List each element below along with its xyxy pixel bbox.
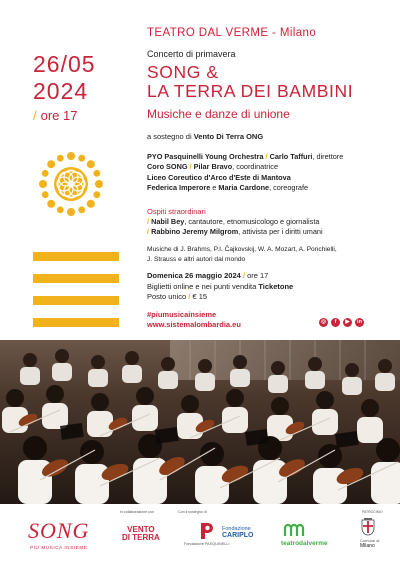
- title-line-2: LA TERRA DEI BAMBINI: [147, 81, 354, 101]
- guests-block: [147, 217, 323, 238]
- comune-label-1: Comune di: [360, 538, 380, 543]
- vento-di-terra-logo: VENTO DI TERRA: [122, 525, 160, 542]
- cariplo-logo: Fondazione CARIPLO: [222, 526, 254, 539]
- concert-subtitle: Concerto di primavera: [147, 49, 236, 59]
- song-logo: SONG: [28, 518, 90, 543]
- credit-line: PYO Pasquinelli Young Orchestra / Carlo Taffuri, direttore: [147, 152, 344, 161]
- yellow-bar: [33, 274, 119, 283]
- support-label: Con il sostegno di: [178, 510, 207, 514]
- guest-line: / Rabbino Jeremy Milgrom, attivista per i diritti umani: [147, 227, 323, 237]
- event-title: [147, 63, 353, 101]
- event-date: 26/05: [33, 51, 96, 77]
- pasquinelli-label: Fondazione PASQUINELLI: [184, 542, 230, 546]
- price-line: Posto unico / € 15: [147, 292, 208, 302]
- hashtag-link[interactable]: #piumusicainsieme: [147, 310, 217, 319]
- support-line: a sostegno di Vento Di Terra ONG: [147, 132, 264, 141]
- time-text: ore 17: [40, 108, 78, 123]
- time-slash: /: [33, 108, 37, 123]
- event-year: 2024: [33, 78, 89, 104]
- website-link[interactable]: www.sistemalombardia.eu: [147, 320, 241, 329]
- comune-label-2: Milano: [360, 543, 375, 549]
- collab-label: In collaborazione con: [120, 510, 154, 514]
- patrocinio-label: PATROCINIO: [362, 510, 383, 514]
- credit-line: Coro SONG / Pilar Bravo, coordinatrice: [147, 162, 279, 172]
- guest-line: / Nabil Bey, cantautore, etnomusicologo e giornalista: [147, 217, 320, 226]
- credit-line: Liceo Coreutico d'Arco d'Este di Mantova: [147, 172, 291, 182]
- song-tagline: PIÙ MUSICA INSIEME: [30, 545, 88, 550]
- sun-mandala-icon: [38, 151, 104, 222]
- yellow-bar: [33, 252, 119, 261]
- music-block: Musiche di J. Brahms, P.I. Čajkovskij, W. A. Mozart, A. Ponchielli, J. Strauss e altri autori dal mondo: [147, 246, 337, 263]
- guests-title: Ospiti straordinari: [147, 207, 206, 216]
- teatro-label: teatrodalverme: [281, 540, 328, 547]
- title-line-1: SONG &: [147, 62, 219, 82]
- linkedin-icon[interactable]: in: [355, 318, 364, 327]
- orchestra-photo: [0, 340, 400, 504]
- social-icons: [319, 318, 364, 327]
- event-time: [33, 108, 78, 123]
- credits-block: [147, 152, 343, 194]
- youtube-icon[interactable]: ▶: [343, 318, 352, 327]
- facebook-icon[interactable]: f: [331, 318, 340, 327]
- credit-line: Federica Imperore e Maria Cardone, coreografe: [147, 183, 309, 193]
- support-org: Vento Di Terra ONG: [193, 132, 264, 141]
- venue-name: TEATRO DAL VERME - Milano: [147, 27, 317, 39]
- event-tagline: Musiche e danze di unione: [147, 107, 290, 121]
- footer-logos: [0, 504, 400, 566]
- tickets-line: Biglietti online e nei punti vendita Ticketone: [147, 281, 294, 291]
- instagram-icon[interactable]: ◎: [319, 318, 328, 327]
- yellow-bar: [33, 318, 119, 327]
- date-line: Domenica 26 maggio 2024 / ore 17: [147, 271, 269, 280]
- yellow-bar: [33, 296, 119, 305]
- when-block: [147, 271, 293, 303]
